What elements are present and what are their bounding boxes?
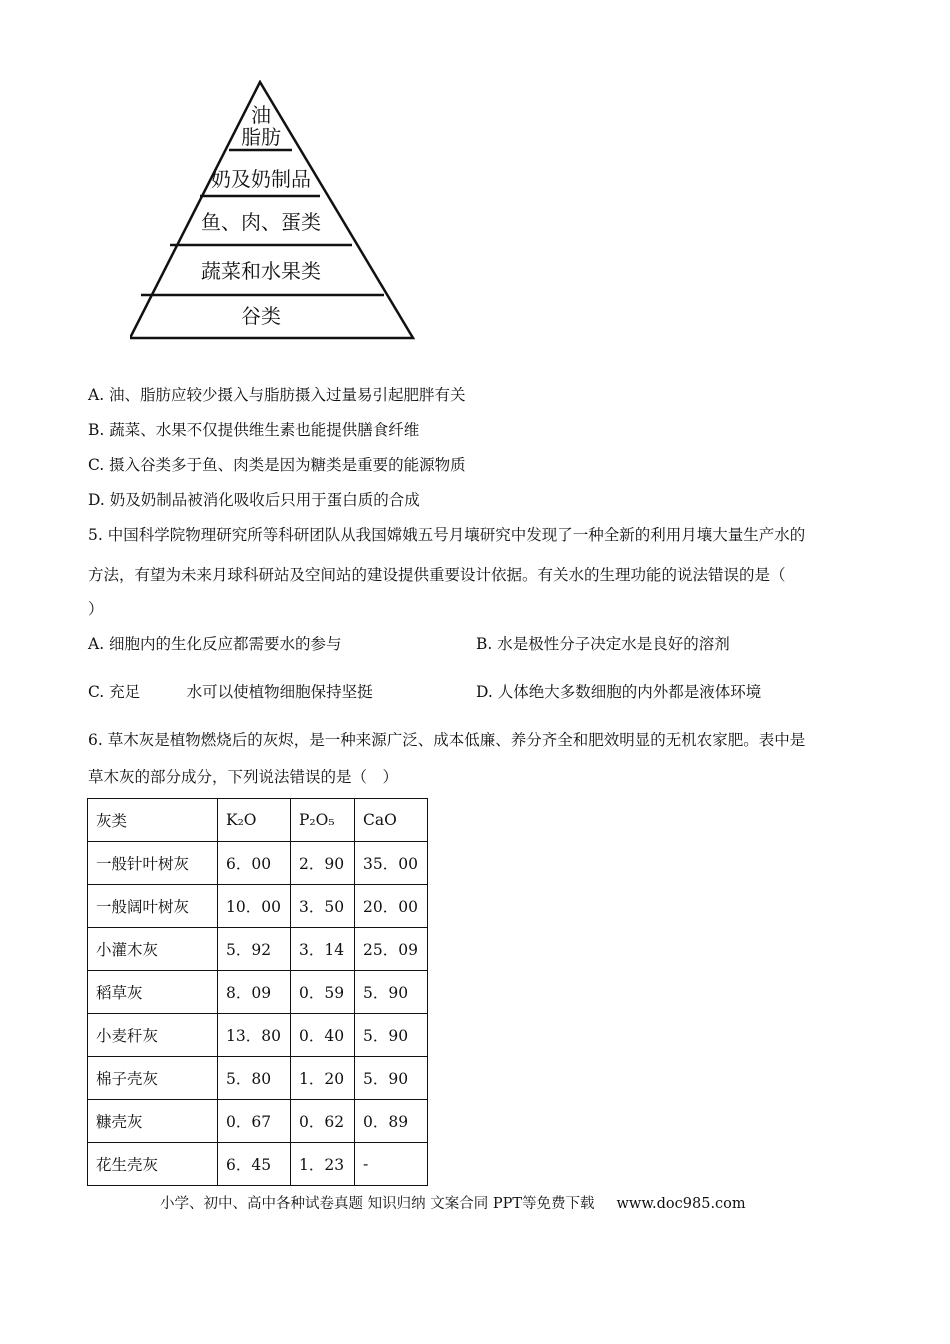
table-row — [88, 1100, 428, 1143]
pyramid-level-vegetables: 蔬菜和水果类 — [201, 259, 321, 283]
table-cell: 5．90 — [355, 1057, 428, 1100]
table-cell: 棉子壳灰 — [88, 1057, 218, 1100]
table-row — [88, 1143, 428, 1186]
q5-stem-line1: 5. 中国科学院物理研究所等科研团队从我国嫦娥五号月壤研究中发现了一种全新的利用月壤大量生产水的 — [88, 526, 806, 544]
q5-option-b: B. 水是极性分子决定水是良好的溶剂 — [476, 635, 730, 653]
table-cell: 3．14 — [291, 928, 355, 971]
table-cell: 1．20 — [291, 1057, 355, 1100]
table-cell: 20．00 — [355, 885, 428, 928]
table-cell: 3．50 — [291, 885, 355, 928]
table-cell: 5．90 — [355, 971, 428, 1014]
q6-stem-line2: 草木灰的部分成分，下列说法错误的是（ ） — [88, 768, 399, 786]
table-header-row — [88, 799, 428, 842]
pyramid-level-grains: 谷类 — [241, 304, 281, 328]
table-cell: 0．40 — [291, 1014, 355, 1057]
table-cell: 0．67 — [218, 1100, 291, 1143]
table-cell: - — [355, 1143, 428, 1186]
table-cell: 0．59 — [291, 971, 355, 1014]
ash-composition-table — [87, 798, 428, 1186]
table-row — [88, 885, 428, 928]
table-cell: 小灌木灰 — [88, 928, 218, 971]
table-cell: 5．90 — [355, 1014, 428, 1057]
pyramid-level-oil: 油 — [251, 103, 271, 127]
table-cell: 糠壳灰 — [88, 1100, 218, 1143]
table-cell: 35．00 — [355, 842, 428, 885]
q5-stem-line3: ） — [88, 600, 104, 618]
header-cell: 灰类 — [88, 799, 218, 842]
q5-option-c: C. 充足 水可以使植物细胞保持坚挺 — [88, 683, 373, 701]
table-cell: 8．09 — [218, 971, 291, 1014]
table-cell: 5．92 — [218, 928, 291, 971]
table-cell: 花生壳灰 — [88, 1143, 218, 1186]
table-cell: 0．62 — [291, 1100, 355, 1143]
table-cell: 小麦秆灰 — [88, 1014, 218, 1057]
q5-option-a: A. 细胞内的生化反应都需要水的参与 — [88, 635, 342, 653]
table-cell: 1．23 — [291, 1143, 355, 1186]
table-cell: 6．00 — [218, 842, 291, 885]
page-footer — [160, 1192, 746, 1213]
pyramid-level-dairy: 奶及奶制品 — [211, 167, 311, 191]
q4-option-c: C. 摄入谷类多于鱼、肉类是因为糖类是重要的能源物质 — [88, 456, 466, 474]
table-cell: 一般针叶树灰 — [88, 842, 218, 885]
footer-text: 小学、初中、高中各种试卷真题 知识归纳 文案合同 PPT等免费下载 — [160, 1196, 595, 1212]
q6-stem-line1: 6. 草木灰是植物燃烧后的灰烬，是一种来源广泛、成本低廉、养分齐全和肥效明显的无机农家肥。表中是 — [88, 731, 806, 749]
table-row — [88, 971, 428, 1014]
q5-option-d: D. 人体绝大多数细胞的内外都是液体环境 — [476, 683, 762, 701]
table-cell: 10．00 — [218, 885, 291, 928]
table-row — [88, 1014, 428, 1057]
header-cell: K₂O — [218, 799, 291, 842]
q4-option-b: B. 蔬菜、水果不仅提供维生素也能提供膳食纤维 — [88, 421, 420, 439]
table-row — [88, 928, 428, 971]
q4-option-d: D. 奶及奶制品被消化吸收后只用于蛋白质的合成 — [88, 491, 420, 509]
table-cell: 0．89 — [355, 1100, 428, 1143]
pyramid-level-fat: 脂肪 — [241, 125, 281, 149]
food-pyramid-diagram — [130, 80, 420, 345]
table-cell: 5．80 — [218, 1057, 291, 1100]
q4-option-a: A. 油、脂肪应较少摄入与脂肪摄入过量易引起肥胖有关 — [88, 386, 466, 404]
q5-stem-line2: 方法，有望为未来月球科研站及空间站的建设提供重要设计依据。有关水的生理功能的说法错误的是（ — [88, 566, 786, 584]
footer-url-link[interactable]: www.doc985.com — [616, 1196, 746, 1212]
table-row — [88, 842, 428, 885]
header-cell: CaO — [355, 799, 428, 842]
table-cell: 25．09 — [355, 928, 428, 971]
table-cell: 13．80 — [218, 1014, 291, 1057]
table-row — [88, 1057, 428, 1100]
table-cell: 一般阔叶树灰 — [88, 885, 218, 928]
table-cell: 稻草灰 — [88, 971, 218, 1014]
pyramid-level-meat: 鱼、肉、蛋类 — [201, 210, 321, 234]
header-cell: P₂O₅ — [291, 799, 355, 842]
table-cell: 2．90 — [291, 842, 355, 885]
table-cell: 6．45 — [218, 1143, 291, 1186]
